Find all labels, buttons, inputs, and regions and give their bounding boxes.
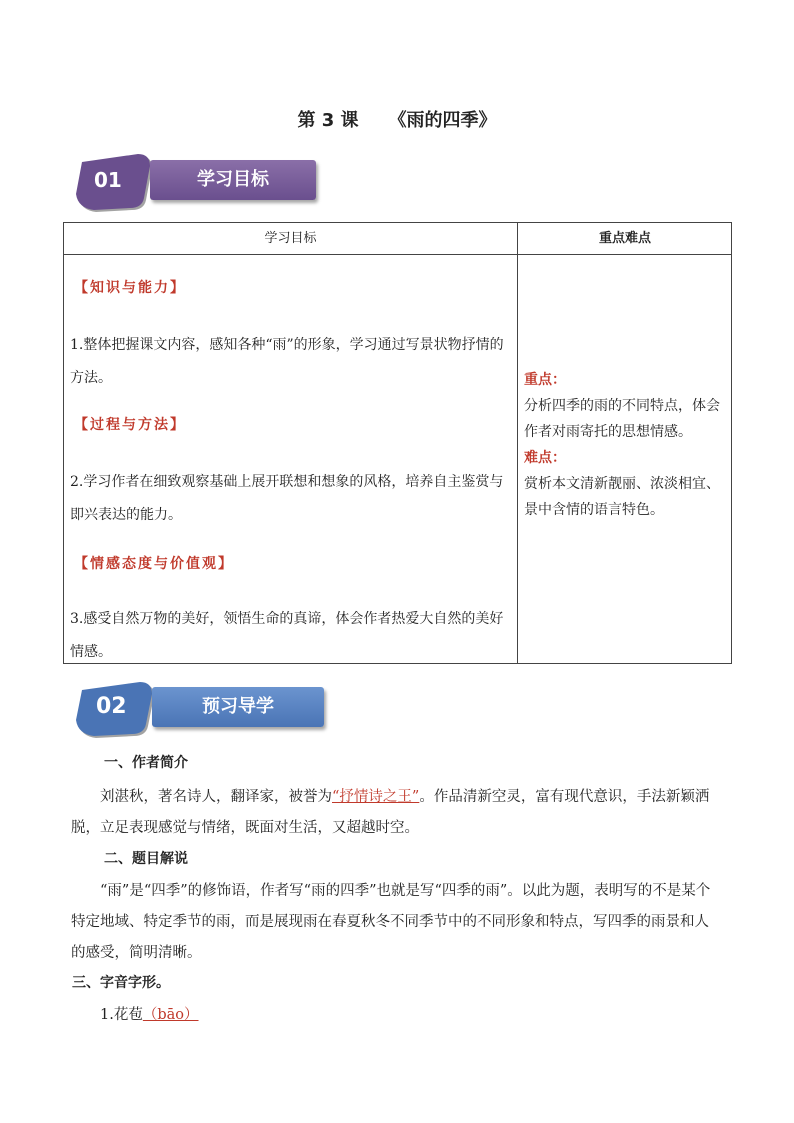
section-label: 预习导学 [152, 687, 324, 727]
title-paragraph: “雨”是“四季”的修饰语，作者写“雨的四季”也就是写“四季的雨”。以此为题，表明写的不是某个特定地域、特定季节的雨，而是展现雨在春夏秋冬不同季节中的不同形象和特点，写四季的雨景和人的感受，简明清晰。 [71, 883, 711, 961]
col-header-goals: 学习目标 [264, 231, 317, 246]
goal-text: 3.感受自然万物的美好，领悟生命的真谛，体会作者热爱大自然的美好情感。 [70, 611, 504, 660]
section-badge-goals [74, 152, 324, 214]
goal-tag: 【情感态度与价值观】 [74, 556, 234, 572]
section-label: 学习目标 [150, 160, 316, 200]
author-paragraph: 刘湛秋，著名诗人，翻译家，被誉为“抒情诗之王”。作品清新空灵，富有现代意识，手法新颖洒脱，立足表现感觉与情绪，既面对生活，又超越时空。 [71, 789, 710, 836]
goal-text: 2.学习作者在细致观察基础上展开联想和想象的风格，培养自主鉴赏与即兴表达的能力。 [70, 474, 504, 523]
author-epithet: “抒情诗之王” [332, 789, 420, 805]
heading-title-explain: 二、题目解说 [104, 851, 188, 867]
key-points-cell [524, 367, 729, 523]
page-title [0, 106, 794, 132]
pronunciation-item [100, 1000, 752, 1031]
item-word: 1.花苞 [100, 1007, 143, 1023]
item-pinyin: （bāo） [142, 1007, 199, 1023]
goal-tag: 【知识与能力】 [74, 280, 186, 296]
goal-tag: 【过程与方法】 [74, 417, 186, 433]
heading-pronunciation: 三、字音字形。 [72, 975, 170, 991]
section-badge-preview [74, 680, 334, 740]
goal-text: 1.整体把握课文内容，感知各种“雨”的形象，学习通过写景状物抒情的方法。 [70, 337, 504, 386]
col-header-key-points: 重点难点 [598, 231, 651, 246]
heading-author: 一、作者简介 [104, 755, 188, 771]
section-number: 02 [96, 694, 127, 719]
goals-table [63, 222, 732, 664]
key-label: 重点： [524, 372, 566, 388]
lesson-number: 第 3 课 [297, 110, 359, 131]
section-number: 01 [94, 168, 122, 192]
lesson-name: 《雨的四季》 [388, 110, 497, 131]
difficult-label: 难点： [524, 450, 566, 466]
key-text: 分析四季的雨的不同特点，体会作者对雨寄托的思想情感。 [524, 398, 720, 440]
difficult-text: 赏析本文清新靓丽、浓淡相宜、景中含情的语言特色。 [524, 476, 720, 518]
